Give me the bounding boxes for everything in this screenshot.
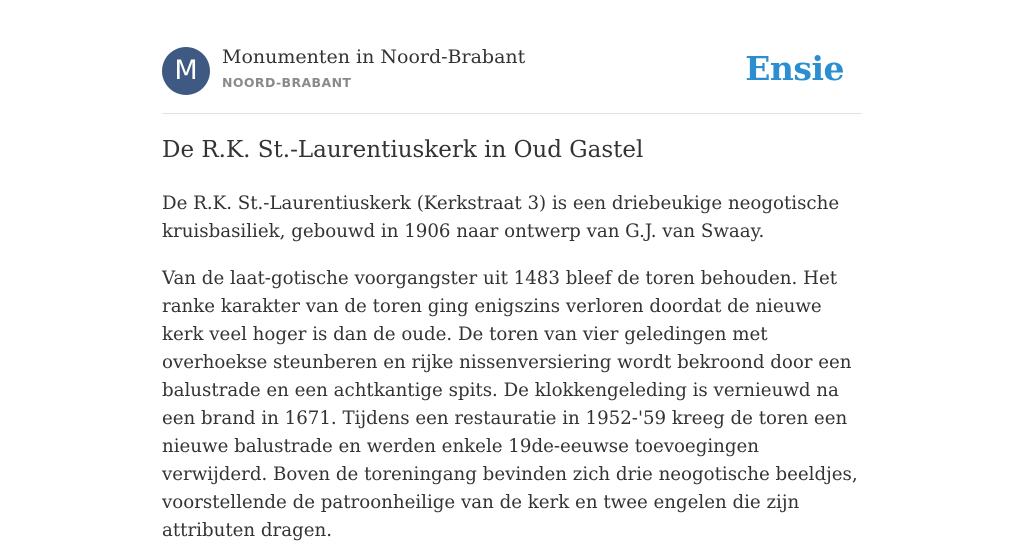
article-paragraph: Van de laat-gotische voorgangster uit 1483 bleef de toren behouden. Het ranke karakter van de toren ging enigszins verloren doordat de nieuwe kerk veel hoger is dan de oude. De toren van vier geledingen met overhoekse steunberen en rijke nissenversiering wordt bekroond door een balustrade en een achtkantige spits. De klokkengeleding is vernieuwd na een brand in 1671. Tijdens een restauratie in 1952-'59 kreeg de toren een nieuwe balustrade en werden enkele 19de-eeuwse toevoegingen verwijderd. Boven de toreningang bevinden zich drie neogotische beeldjes, voorstellende de patroonheilige van de kerk en twee engelen die zijn attributen dragen. — [162, 268, 858, 541]
brand-logo[interactable]: Ensie — [745, 49, 844, 88]
content-card — [162, 0, 862, 541]
article-title: De R.K. St.-Laurentiuskerk in Oud Gastel — [162, 137, 644, 163]
site-subtitle[interactable]: NOORD-BRABANT — [222, 75, 352, 90]
article-paragraph: De R.K. St.-Laurentiuskerk (Kerkstraat 3) is een driebeukige neogotische kruisbasiliek, gebouwd in 1906 naar ontwerp van G.J. van Swaay. — [162, 193, 840, 242]
header — [162, 0, 862, 114]
site-title[interactable]: Monumenten in Noord-Brabant — [222, 46, 526, 68]
avatar[interactable]: M — [162, 47, 210, 95]
